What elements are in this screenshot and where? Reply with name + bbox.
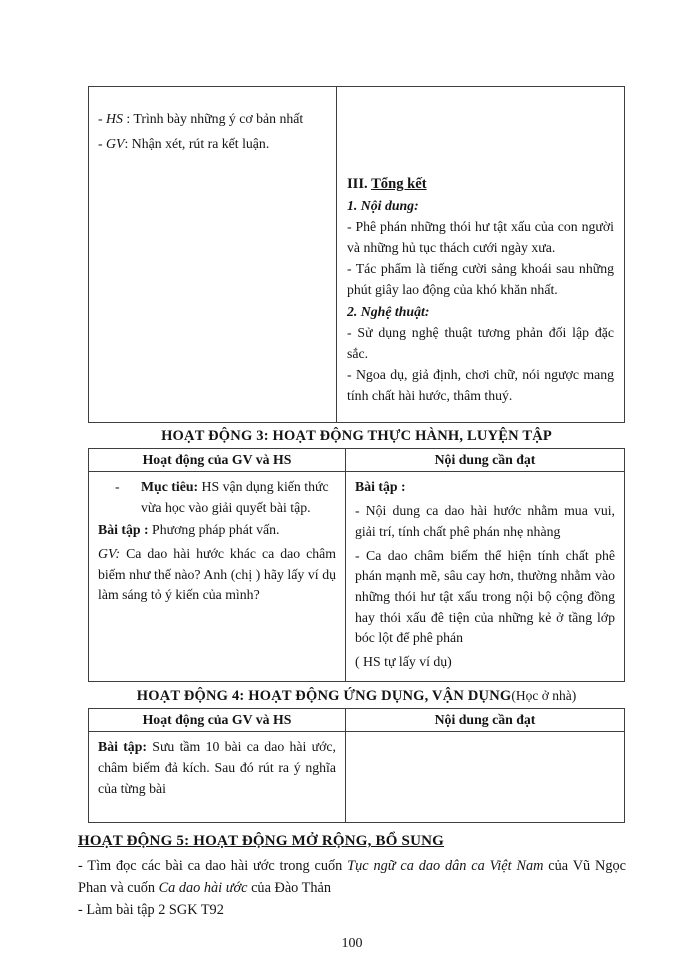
activity-3-table (88, 448, 625, 682)
nghe-thuat-point-1: - Sử dụng nghệ thuật tương phản đối lập đặc sắc. (347, 325, 614, 361)
extension-task-2: - Làm bài tập 2 SGK T92 (78, 902, 224, 919)
book-title-2: Ca dao hài ước (158, 879, 248, 896)
table-row (89, 472, 624, 681)
answer-point-1: - Nội dung ca dao hài hước nhằm mua vui, giải trí, tính chất phê phán nhẹ nhàng (355, 503, 615, 539)
spacer (347, 92, 614, 174)
muc-tieu-line: - Mục tiêu: HS vận dụng kiến thức vừa học vào giải quyết bài tập. (98, 477, 336, 518)
gv-question: GV: Ca dao hài hước khác ca dao châm biếm như thế nào? Anh (chị ) hãy lấy ví dụ làm sáng tỏ ý kiến của mình? (98, 546, 336, 603)
table-header-row (89, 449, 624, 472)
col-header-gv-hs: Hoạt động của GV và HS (142, 712, 292, 728)
hs-line: - HS : Trình bày những ý cơ bản nhất (98, 111, 304, 126)
lesson-table-conclusion (88, 86, 625, 423)
activity-4-note: (Học ở nhà) (511, 688, 577, 704)
bullet-dash: - (115, 479, 120, 494)
hs-example-note: ( HS tự lấy ví dụ) (355, 654, 452, 670)
homework-task: Bài tập: Sưu tầm 10 bài ca dao hài ước, châm biếm đả kích. Sau đó rút ra ý nghĩa của từng bài (98, 739, 336, 796)
content-goal-cell (345, 472, 624, 681)
activity-4-table (88, 708, 625, 823)
nghe-thuat-subheading: 2. Nghệ thuật: (347, 303, 430, 319)
hs-label: HS (106, 111, 123, 126)
table-row (89, 87, 624, 422)
noi-dung-point-1: - Phê phán những thói hư tật xấu của con người và những hủ tục thách cưới ngày xưa. (347, 219, 614, 255)
gv-hs-activity-cell (89, 472, 345, 681)
muc-tieu-label: Mục tiêu: (141, 479, 199, 494)
activity-4-heading: HOẠT ĐỘNG 4: HOẠT ĐỘNG ỨNG DỤNG, VẬN DỤNG(Học ở nhà) (136, 688, 577, 705)
activity-5-heading: HOẠT ĐỘNG 5: HOẠT ĐỘNG MỞ RỘNG, BỔ SUNG (78, 833, 445, 850)
answer-point-2: - Ca dao châm biếm thể hiện tính chất phê phán mạnh mẽ, sâu cay hơn, thường nhằm vào những thói hư tật xấu trong nội bộ cộng đồng hay thói xấu đê tiện của những kẻ ở tầng lớp bóc lột để phê phán (355, 547, 615, 646)
gv-label: GV (106, 135, 125, 151)
gv-hs-activity-cell (89, 87, 336, 422)
col-header-noi-dung: Nội dung cần đạt (345, 709, 624, 731)
activity-3-heading: HOẠT ĐỘNG 3: HOẠT ĐỘNG THỰC HÀNH, LUYỆN TẬP (161, 428, 552, 444)
bai-tap-label-line: Bài tập : (355, 479, 406, 494)
page-number: 100 (341, 935, 363, 951)
table-row (89, 732, 624, 822)
content-goal-cell-empty (345, 732, 624, 822)
content-goal-cell (336, 87, 624, 422)
gv-line: - GV: Nhận xét, rút ra kết luận. (98, 135, 270, 151)
col-header-gv-hs: Hoạt động của GV và HS (142, 452, 292, 467)
book-title-1: Tục ngữ ca dao dân ca Việt Nam (347, 858, 544, 875)
bai-tap-line: Bài tập : Phương pháp phát vấn. (98, 522, 280, 538)
noi-dung-point-2: - Tác phẩm là tiếng cười sảng khoái sau những phút giây lao động của khó khăn nhất. (347, 261, 614, 297)
nghe-thuat-point-2: - Ngoa dụ, giả định, chơi chữ, nói ngược mang tính chất hài hước, thâm thuý. (347, 367, 614, 403)
extension-task-1: - Tìm đọc các bài ca dao hài ước trong cuốn Tục ngữ ca dao dân ca Việt Nam của Vũ Ngọc Phan và cuốn Ca dao hài ước của Đào Thản (78, 858, 626, 896)
noi-dung-subheading: 1. Nội dung: (347, 197, 419, 213)
section-iii-heading: III. Tổng kết (347, 176, 427, 192)
document-body (78, 86, 626, 952)
col-header-noi-dung: Nội dung cần đạt (345, 449, 624, 471)
gv-hs-activity-cell (89, 732, 345, 822)
table-header-row (89, 709, 624, 732)
